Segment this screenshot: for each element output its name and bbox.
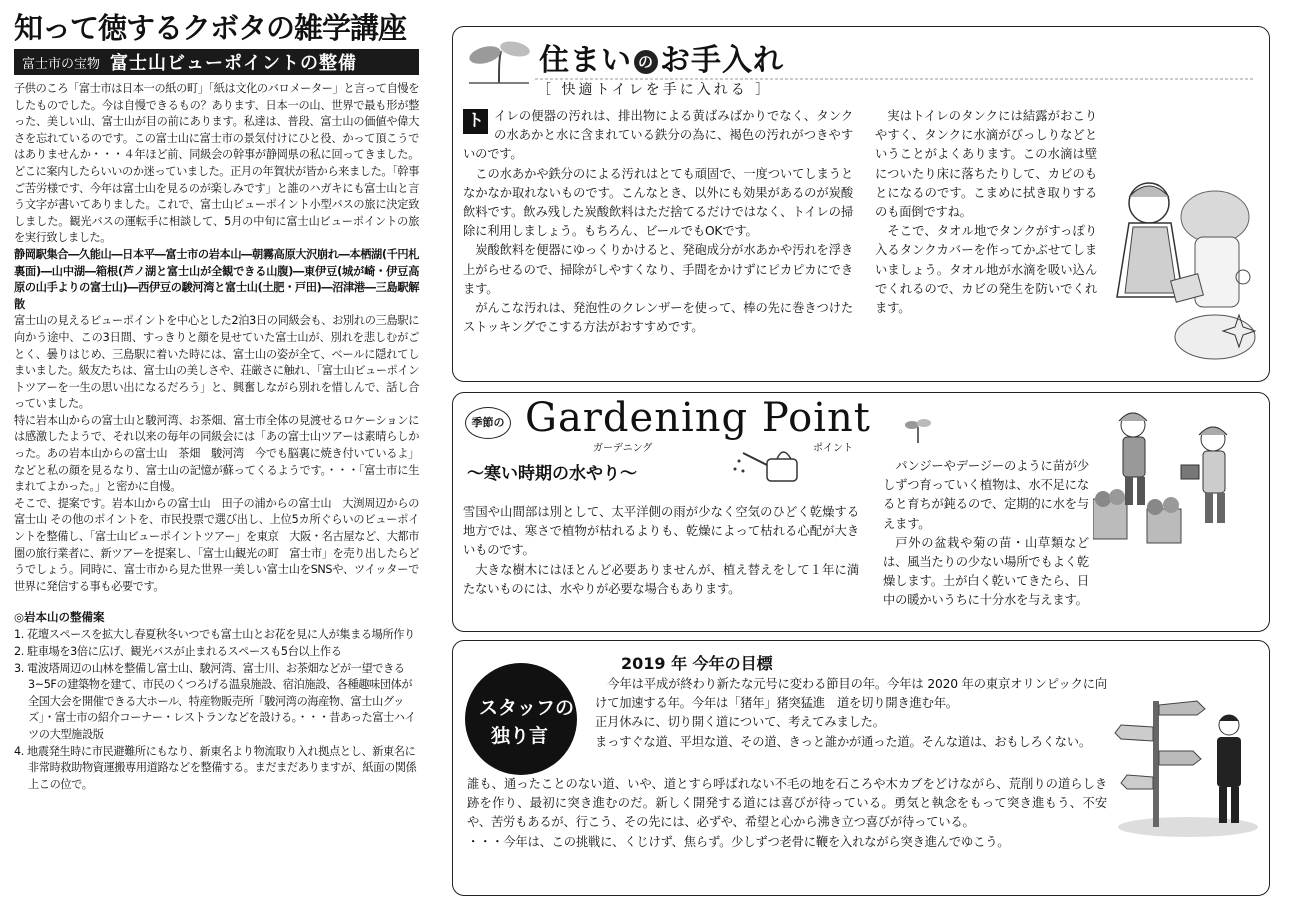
column-subtitle-bar <box>14 49 419 75</box>
list-item: 4. 地震発生時に市民避難所にもなり、新東名より物流取り入れ拠点とし、新東名に非常時救助物資運搬専用道路などを整備する。まだまだありますが、紙面の関係上この位で。 <box>14 744 417 791</box>
paragraph: 戸外の盆栽や菊の苗・山草類などは、風当たりの少ない場所でもよく乾燥します。土が白く乾いてきたら、日中の暖かいうちに十分水を与えます。 <box>883 535 1089 608</box>
dropcap: ト <box>463 109 488 134</box>
paragraph: 富士山の見えるビューポイントを中心とした2泊3日の同級会も、お別れの三島駅に向かう途中、この3日間、すっきりと顔を見せていた富士山が、別れを悲しむがごとく、曇りはじめ、三島駅に着いた時には、富士山の姿が全て、ベールに隠れてしまいました。級友たちは、富士山の美しさや、荘厳さに触れ、「富士山ビューポイントツアーを一生の思い出になるだろう」と、興奮しながら別れを惜しんで、話し合っていました。 <box>14 314 419 411</box>
paragraph: ・・・今年は、この挑戦に、くじけず、焦らず。少しずつ老骨に鞭を入れながら突き進んでゆこう。 <box>467 834 1010 849</box>
paragraph: この水あかや鉄分のによる汚れはとても頑固で、一度ついてしまうとなかなか取れないものです。こんなとき、以外にも効果があるのが炭酸飲料です。飲み残した炭酸飲料はただ捨てるだけではなく、トイレの掃除に利用しましょう。もちろん、ビールでもOKです。 <box>463 166 853 239</box>
paragraph: そこで、提案です。岩本山からの富士山 田子の浦からの富士山 大渕周辺からの富士山 その他のポイントを、市民投票で選び出し、上位5カ所ぐらいのビューポイントを整備し、「富士山ビューポイントツアー」を東京 大阪・名古屋など、大都市圏の旅行業者に、新ツアーを提案し、「富士山観光の町 富士市」を売り出したらどうでしょう。同時に、富士市から見た世界一美しい富士山をSNSや、ツイッターで世界に発信する事も必要です。 <box>14 496 419 593</box>
paragraph: 大きな樹木にはほとんど必要ありませんが、植え替えをして１年に満たないものには、水やりが必要な場合もあります。 <box>463 562 859 596</box>
title-no-badge: の <box>634 50 658 74</box>
sprout-icon <box>903 415 933 445</box>
staff-monologue-box <box>452 640 1270 896</box>
title-kana: ガーデニング <box>593 443 653 454</box>
column-title: 知って徳するクボタの雑学講座 <box>14 11 407 45</box>
box-subtitle: ～寒い時期の水やり～ <box>467 464 637 484</box>
season-badge: 季節の <box>465 407 511 439</box>
title-part: お手入れ <box>660 43 784 78</box>
list-item: 1. 花壇スペースを拡大し春夏秋冬いつでも富士山とお花を見に人が集まる場所作り <box>14 628 415 642</box>
children-gardening-illustration <box>1093 399 1265 549</box>
paragraph: がんこな汚れは、発泡性のクレンザーを使って、棒の先に巻きつけたストッキングでこする方法がおすすめです。 <box>463 301 853 335</box>
text-column-2 <box>875 107 1097 318</box>
text-column-1 <box>463 503 859 599</box>
paragraph: 誰も、通ったことのない道、いや、道とすら呼ばれない不毛の地を石ころや木カブをどけながら、荒削りの道らしき跡を作り、最初に突き進むのだ。新しく開発する道には喜びが待っている。勇気と執念をもって突き進もう、不安や、苦労もあるが、行こう、その先には、必ずや、希望と心から沸き立つ喜びが待っている。 <box>467 777 1107 830</box>
left-column <box>14 10 419 910</box>
home-care-box <box>452 26 1270 382</box>
section-title: ◎岩本山の整備案 <box>14 610 105 625</box>
text-column-1 <box>463 107 853 337</box>
paragraph: 炭酸飲料を便器にゆっくりかけると、発砲成分が水あかや汚れを浮き上がらせるので、掃除がしやすくなり、手間をかけずにピカピカにできます。 <box>463 243 853 296</box>
text-lower <box>467 775 1107 852</box>
paragraph: 特に岩本山からの富士山と駿河湾、お茶畑、富士市全体の見渡せるロケーションには感激したようで、それ以来の毎年の同級会には「あの富士山ツアーは素晴らしかった。あの岩本山からの富士山 茶畑 駿河湾 今でも脳裏に焼き付いているよ」などと私の顔を見るなり、富士山の記憶が蘇ってくるようです。・・・「富士市に生まれてよかった。」と密かに自慢。 <box>14 413 419 494</box>
subtitle-small: 富士市の宝物 <box>22 56 101 72</box>
box-subtitle: ［ 快適トイレを手に入れる ］ <box>537 82 773 98</box>
woman-cleaning-toilet-illustration <box>1103 167 1263 377</box>
list-item: 3. 電波塔周辺の山林を整備し富士山、駿河湾、富士川、お茶畑などが一望できる3~5Fの建築物を建て、市民のくつろげる温泉施設、宿泊施設、各種趣味団体が全国大会を開催できる大ホール、特産物販売所「駿河湾の海産物、富士山グッズ」・富士市の紹介コーナー・レストランなどを設ける。・・・昔あった富士ハイツの大型施設版 <box>14 661 416 741</box>
paragraph: そこで、タオル地でタンクがすっぽり入るタンクカバーを作ってかぶせてしまいましょう。タオル地が水滴を吸い込んでくれるので、カビの発生を防いでくれます。 <box>875 224 1097 316</box>
watering-can-icon <box>733 445 823 495</box>
subtitle-big: 富士山ビューポイントの整備 <box>110 53 358 74</box>
paragraph <box>463 107 853 165</box>
box-title: Gardening Point <box>525 395 871 441</box>
badge-line: 独り言 <box>491 725 549 747</box>
box-title <box>539 35 784 79</box>
badge-line: スタッフの <box>479 697 575 719</box>
column-body <box>14 81 419 793</box>
route-paragraph: 静岡駅集合―久能山―日本平―富士市の岩本山―朝霧高原大沢崩れ―本栖湖(千円札裏面)―山中湖―箱根(芦ノ湖と富士山が全観できる山腹)―東伊豆(城が崎・伊豆高原の山手よりの富士山)―西伊豆の駿河湾と富士山(土肥・戸田)―沼津港―三島駅解散 <box>14 247 419 311</box>
paragraph: パンジーやデージーのように苗が少しずつ育っていく植物は、水不足になると育ちが鈍るので、定期的に水を与えます。 <box>883 459 1089 531</box>
paragraph: まっすぐな道、平坦な道、その道、きっと誰かが通った道。そんな道は、おもしろくない。 <box>595 734 1091 749</box>
gardening-box <box>452 392 1270 632</box>
staff-badge <box>465 663 577 775</box>
sprout-icon <box>465 37 533 85</box>
paragraph: 実はトイレのタンクには結露がおこりやすく、タンクに水滴がびっしりなどということがよくあります。この水滴は壁についたり床に落ちたりして、カビのもとになるのです。こまめに拭き取りするのも面倒ですね。 <box>875 109 1097 220</box>
text-upper <box>595 675 1107 752</box>
box-title: 2019 年 今年の目標 <box>621 654 773 673</box>
plan-list <box>14 627 419 793</box>
title-underline <box>535 77 1255 81</box>
paragraph: 子供のころ「富士市は日本一の紙の町」「紙は文化のバロメーター」と言って自慢をしたものでした。今は自慢できるもの？あります、日本一の山、世界で最も形が整った、美しい山、富士山が目の前にあります。私達は、普段、富士山の価値や偉大さを忘れているのです。この富士山に富士市の景気付けにひと役、かって頂こうではありませんか・・・４年ほど前、同級会の幹事が静岡県の私に回ってきました。どこに案内したらいいのか迷っていました。正月の年賀状が皆から来ました。「幹事ご苦労様です、今年は富士山を見るのが楽しみです」と誰のハガキにも富士山と言う文字が書いてありました。これで、富士山ビューポイント小型バスの旅に決定致しました。観光バスの運転手に相談して、5月の中旬に富士山ビューポイントの旅を実行致しました。 <box>14 82 419 245</box>
paragraph: 正月休みに、切り開く道について、考えてみました。 <box>595 715 885 730</box>
list-item: 2. 駐車場を3倍に広げ、観光バスが止まれるスペースも5台以上作る <box>14 645 342 658</box>
text-column-2 <box>883 457 1089 611</box>
paragraph-text: イレの便器の汚れは、排出物による黄ばみばかりでなく、タンクの水あかと水に含まれている鉄分の為に、褐色の汚れがつきやすいのです。 <box>463 109 853 162</box>
paragraph: 雪国や山間部は別として、太平洋側の雨が少なく空気のひどく乾燥する地方では、寒さで植物が枯れるよりも、乾燥によって枯れる心配が大きいものです。 <box>463 505 859 558</box>
man-at-signpost-illustration <box>1113 681 1263 841</box>
title-kana: ポイント <box>813 443 853 454</box>
paragraph: 今年は平成が終わり新たな元号に変わる節目の年。今年は 2020 年の東京オリンピックに向けて加速する年。今年は「猪年」猪突猛進 道を切り開き進む年。 <box>595 677 1107 711</box>
title-part: 住まい <box>539 43 632 78</box>
